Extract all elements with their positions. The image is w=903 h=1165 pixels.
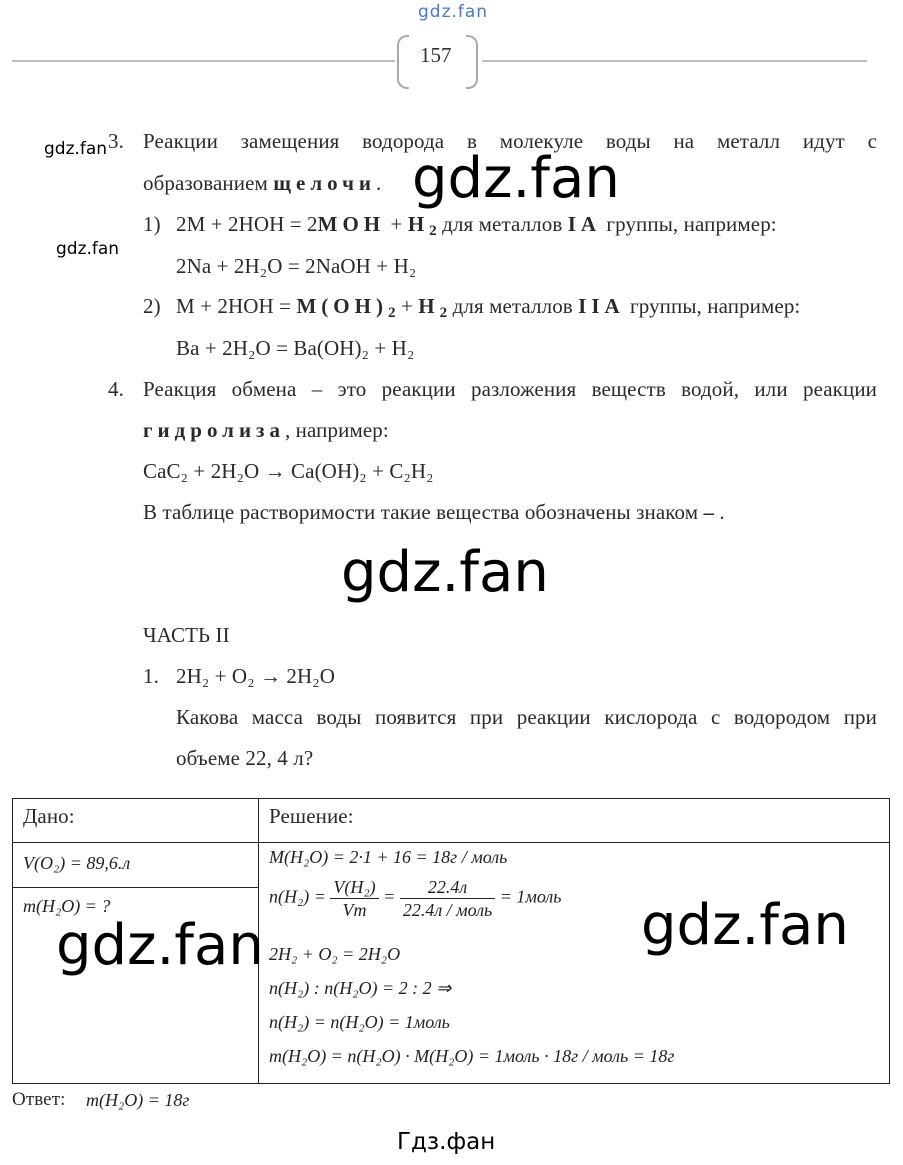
sub2-group: IIA: [578, 294, 625, 318]
item4-line2: [143, 418, 389, 443]
sub2-eq-bold2-sub: 2: [439, 304, 448, 321]
item3-keyword: щелочи: [273, 171, 377, 195]
sol2-left: n(H₂) =: [269, 886, 326, 907]
solution-line-reaction: 2H₂ + O₂ = 2H₂O: [269, 944, 401, 964]
solution-line-moles-h2: [269, 876, 561, 921]
watermark-footer: Гдз.фан: [397, 1129, 496, 1155]
sub1-line: [176, 212, 777, 237]
solution-line-molar-mass: M(H₂O) = 2·1 + 16 = 18г / моль: [269, 847, 508, 867]
sol2-frac2-den: 22.4л / моль: [402, 900, 493, 920]
sub2-line: [176, 294, 800, 319]
solution-line-ratio: n(H₂) : n(H₂O) = 2 : 2 ⇒: [269, 978, 452, 998]
watermark-large-3: gdz.fan: [56, 913, 264, 978]
item4-line1: Реакция обмена – это реакции разложения веществ водой, или реакции: [143, 377, 877, 401]
given-cell-1: [13, 843, 259, 888]
part2-title: ЧАСТЬ II: [143, 623, 230, 647]
sub2-eq-bold1-sub: 2: [387, 304, 396, 321]
item3-line2: [143, 171, 381, 196]
item3-line2-end: .: [376, 171, 382, 195]
given-volume: V(O₂) = 89,6.л: [23, 853, 131, 873]
watermark-large-2: gdz.fan: [341, 540, 549, 605]
q1-line2: объеме 22, 4 л?: [176, 746, 314, 770]
sol2-fraction-2: [400, 876, 495, 921]
page-number-bracket-left: [397, 35, 409, 89]
item4-line2-text: , например:: [284, 418, 389, 442]
sub2-eq-bold1: M(OH): [296, 294, 388, 318]
solution-line-moles-equal: n(H₂) = n(H₂O) = 1моль: [269, 1012, 450, 1032]
sub2-eq-plus: +: [395, 294, 419, 318]
sub2-number: 2): [143, 294, 161, 318]
item4-dash: –: [703, 500, 715, 524]
watermark-large-1: gdz.fan: [412, 146, 620, 211]
page-number-bracket-right: [466, 35, 478, 89]
header-rule-right: [482, 60, 867, 62]
item4-line4-text: В таблице растворимости такие вещества обозначены знаком: [143, 500, 704, 524]
q1-line1: Какова масса воды появится при реакции кислорода с водородом при: [176, 705, 877, 729]
sol2-frac1-num: V(H₂): [330, 876, 378, 899]
answer-label: Ответ:: [12, 1089, 66, 1110]
item4-keyword: гидролиза: [143, 418, 285, 442]
sub2-example: Ba + 2H₂O = Ba(OH)₂ + H₂: [176, 336, 415, 360]
solution-line-mass: m(H₂O) = n(H₂O) · M(H₂O) = 1моль · 18г / моль = 18г: [269, 1046, 675, 1066]
given-unknown: m(H₂O) = ?: [23, 896, 111, 916]
given-header: Дано:: [23, 804, 75, 828]
item3-number: 3.: [108, 129, 124, 153]
sub1-text2: группы, например:: [601, 212, 777, 236]
sub1-group: IA: [567, 212, 602, 236]
item4-line4-end: .: [714, 500, 725, 524]
sub2-eq-bold2: H: [418, 294, 440, 318]
given-header-cell: [13, 799, 259, 843]
sub1-number: 1): [143, 212, 161, 236]
item3-line1: Реакции замещения водорода в молекуле воды на металл идут с: [143, 129, 877, 153]
sub1-eq-start: 2M + 2HOH = 2: [176, 212, 318, 236]
sub1-example: 2Na + 2H₂O = 2NaOH + H₂: [176, 254, 417, 278]
watermark-top: gdz.fan: [418, 2, 489, 22]
sol2-frac1-den: Vm: [342, 900, 367, 920]
answer-value: m(H₂O) = 18г: [86, 1090, 190, 1110]
watermark-large-4: gdz.fan: [641, 893, 849, 958]
watermark-side-2: gdz.fan: [56, 239, 120, 259]
item3-line2-text: образованием: [143, 171, 274, 195]
sub1-eq-plus: +: [385, 212, 408, 236]
sub2-eq-start: M + 2HOH =: [176, 294, 297, 318]
solution-body: [259, 843, 889, 1083]
item4-equation: CaC₂ + 2H₂O → Ca(OH)₂ + C₂H₂: [143, 459, 434, 483]
sol2-frac2-num: 22.4л: [400, 876, 495, 899]
sub1-text1: для металлов: [436, 212, 568, 236]
item4-line4: [143, 500, 725, 525]
solution-header: Решение:: [259, 799, 889, 843]
q1-number: 1.: [143, 664, 159, 688]
sol2-eq: =: [383, 886, 396, 907]
sub2-text1: для металлов: [447, 294, 579, 318]
sub1-eq-bold2: H: [407, 212, 430, 236]
sol2-result: = 1моль: [499, 886, 562, 907]
page-number: 157: [420, 43, 452, 67]
q1-equation: 2H₂ + O₂ → 2H₂O: [176, 664, 335, 688]
item4-number: 4.: [108, 377, 124, 401]
sub1-eq-bold2-sub: 2: [429, 222, 437, 239]
header-rule-left: [12, 60, 395, 62]
sub2-text2: группы, например:: [624, 294, 801, 318]
watermark-side-1: gdz.fan: [44, 139, 108, 159]
sol2-fraction-1: [330, 876, 378, 921]
sub1-eq-bold1: MOH: [317, 212, 386, 236]
